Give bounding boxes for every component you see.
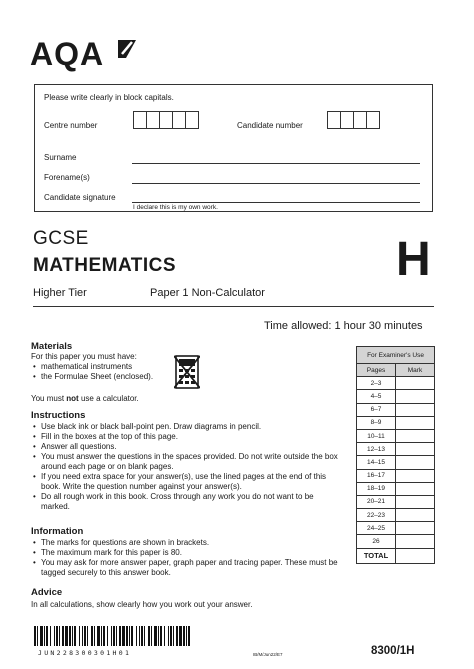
title-divider	[33, 306, 434, 307]
barcode-bar	[103, 626, 105, 646]
surname-label: Surname	[44, 153, 77, 162]
barcode-bar	[164, 626, 165, 646]
pages-cell: 12–13	[357, 443, 396, 456]
barcode-bar	[65, 626, 68, 646]
table-row	[357, 377, 435, 390]
barcode-bar	[158, 626, 159, 646]
instructions-heading: Instructions	[31, 410, 86, 421]
surname-field[interactable]	[132, 163, 420, 164]
pages-cell: 26	[357, 535, 396, 548]
barcode-bar	[82, 626, 83, 646]
table-row	[357, 429, 435, 442]
tier-letter: H	[396, 233, 431, 286]
signature-field[interactable]	[132, 202, 420, 203]
list-item: • You must answer the questions in the spaces provided. Do not write outside the box around each page or on blank pages.	[41, 452, 341, 472]
information-heading: Information	[31, 526, 84, 537]
table-row	[357, 456, 435, 469]
barcode-bar	[46, 626, 48, 646]
barcode-bar	[179, 626, 182, 646]
subject-title: MATHEMATICS	[33, 255, 177, 276]
barcode-bar	[44, 626, 45, 646]
barcode-bar	[116, 626, 117, 646]
barcode-bar	[54, 626, 55, 646]
candidate-number-label: Candidate number	[237, 121, 303, 130]
pages-cell: 10–11	[357, 429, 396, 442]
list-item: • the Formulae Sheet (enclosed).	[41, 372, 153, 382]
forenames-label: Forename(s)	[44, 173, 90, 182]
table-row	[357, 509, 435, 522]
centre-number-label: Centre number	[44, 121, 98, 130]
barcode-bar	[151, 626, 152, 646]
barcode-bar	[122, 626, 125, 646]
barcode-bar	[111, 626, 112, 646]
barcode-bar	[97, 626, 100, 646]
barcode-bar	[84, 626, 86, 646]
mark-cell	[396, 416, 435, 429]
list-item: • If you need extra space for your answer(s), use the lined pages at the end of this book. Write the question number against your answer(s).	[41, 472, 341, 492]
mark-cell	[396, 377, 435, 390]
list-item: • Answer all questions.	[41, 442, 341, 452]
materials-intro: For this paper you must have:	[31, 352, 137, 361]
barcode-bar	[94, 626, 95, 646]
pages-cell: 14–15	[357, 456, 396, 469]
mark-cell	[396, 495, 435, 508]
barcode-bar	[131, 626, 133, 646]
list-item: • The marks for questions are shown in brackets.	[41, 538, 341, 548]
aqa-slash-icon	[112, 34, 140, 64]
pages-cell: 22–23	[357, 509, 396, 522]
pages-cell: 24–25	[357, 522, 396, 535]
total-mark-cell	[396, 548, 435, 563]
barcode-bar	[56, 626, 58, 646]
tier-label: Higher Tier	[33, 287, 87, 299]
barcode-bar	[113, 626, 115, 646]
pages-cell: 8–9	[357, 416, 396, 429]
barcode-bar	[144, 626, 145, 646]
table-row	[357, 522, 435, 535]
pages-cell: 16–17	[357, 469, 396, 482]
instructions-list	[31, 422, 341, 512]
table-row	[357, 443, 435, 456]
barcode-bar	[126, 626, 128, 646]
list-item: • Fill in the boxes at the top of this page.	[41, 432, 341, 442]
barcode-bar	[91, 626, 93, 646]
time-allowed: Time allowed: 1 hour 30 minutes	[264, 320, 423, 332]
list-item: • The maximum mark for this paper is 80.	[41, 548, 341, 558]
declaration-text: I declare this is my own work.	[133, 204, 218, 211]
mark-cell	[396, 482, 435, 495]
barcode-bar	[173, 626, 174, 646]
barcode-bar	[183, 626, 185, 646]
mark-cell	[396, 509, 435, 522]
barcode	[34, 626, 190, 646]
barcode-bar	[74, 626, 76, 646]
no-calculator-icon	[174, 354, 200, 390]
list-item: • Do all rough work in this book. Cross through any work you do not want to be marked.	[41, 492, 341, 512]
pages-cell: 18–19	[357, 482, 396, 495]
total-label: TOTAL	[357, 548, 396, 563]
mark-cell	[396, 443, 435, 456]
col-header-pages: Pages	[357, 364, 396, 377]
pages-cell: 2–3	[357, 377, 396, 390]
barcode-bar	[62, 626, 64, 646]
barcode-bar	[101, 626, 102, 646]
information-list	[31, 538, 341, 578]
list-item: • You may ask for more answer paper, graph paper and tracing paper. These must be tagged securely to this answer book.	[41, 558, 341, 578]
barcode-bar	[129, 626, 130, 646]
advice-heading: Advice	[31, 587, 63, 598]
paper-reference: IB/M/Jun22/E7	[253, 652, 283, 657]
barcode-bar	[176, 626, 178, 646]
materials-heading: Materials	[31, 341, 73, 352]
barcode-bar	[79, 626, 80, 646]
barcode-bar	[59, 626, 60, 646]
block-capitals-instruction: Please write clearly in block capitals.	[44, 93, 174, 102]
examiner-use-table	[356, 346, 435, 564]
barcode-bar	[87, 626, 88, 646]
barcode-bar	[170, 626, 172, 646]
mark-cell	[396, 469, 435, 482]
barcode-bar	[148, 626, 150, 646]
pages-cell: 20–21	[357, 495, 396, 508]
qualification-title: GCSE	[33, 228, 89, 249]
advice-text: In all calculations, show clearly how you work out your answer.	[31, 600, 253, 609]
paper-code: 8300/1H	[371, 645, 415, 657]
barcode-bar	[168, 626, 169, 646]
barcode-bar	[50, 626, 51, 646]
mark-cell	[396, 522, 435, 535]
examiner-table-title: For Examiner's Use	[357, 347, 435, 364]
paper-label: Paper 1 Non-Calculator	[150, 287, 265, 299]
table-row	[357, 403, 435, 416]
barcode-bar	[107, 626, 108, 646]
barcode-bar	[72, 626, 73, 646]
table-row	[357, 390, 435, 403]
forenames-field[interactable]	[132, 183, 420, 184]
candidate-number-grid[interactable]	[328, 111, 380, 129]
barcode-bar	[119, 626, 121, 646]
table-row	[357, 482, 435, 495]
calculator-note: You must not use a calculator.	[31, 394, 139, 403]
barcode-bar	[154, 626, 157, 646]
aqa-logo: AQA	[30, 36, 105, 72]
materials-list	[31, 362, 153, 382]
mark-cell	[396, 456, 435, 469]
barcode-bar	[69, 626, 71, 646]
mark-cell	[396, 403, 435, 416]
barcode-bar	[160, 626, 162, 646]
pages-cell: 6–7	[357, 403, 396, 416]
mark-cell	[396, 535, 435, 548]
pages-cell: 4–5	[357, 390, 396, 403]
barcode-bar	[186, 626, 187, 646]
mark-cell	[396, 429, 435, 442]
table-row	[357, 535, 435, 548]
mark-cell	[396, 390, 435, 403]
table-row	[357, 495, 435, 508]
col-header-mark: Mark	[396, 364, 435, 377]
barcode-bar	[37, 626, 38, 646]
barcode-bar	[136, 626, 137, 646]
barcode-bar	[188, 626, 190, 646]
signature-label: Candidate signature	[44, 193, 116, 202]
list-item: • Use black ink or black ball-point pen. Draw diagrams in pencil.	[41, 422, 341, 432]
barcode-bar	[139, 626, 140, 646]
barcode-bar	[34, 626, 36, 646]
table-row	[357, 469, 435, 482]
barcode-bar	[141, 626, 143, 646]
barcode-text: JUN228300301H01	[38, 649, 132, 657]
centre-number-grid[interactable]	[134, 111, 199, 129]
list-item: • mathematical instruments	[41, 362, 153, 372]
table-row	[357, 416, 435, 429]
barcode-bar	[40, 626, 43, 646]
